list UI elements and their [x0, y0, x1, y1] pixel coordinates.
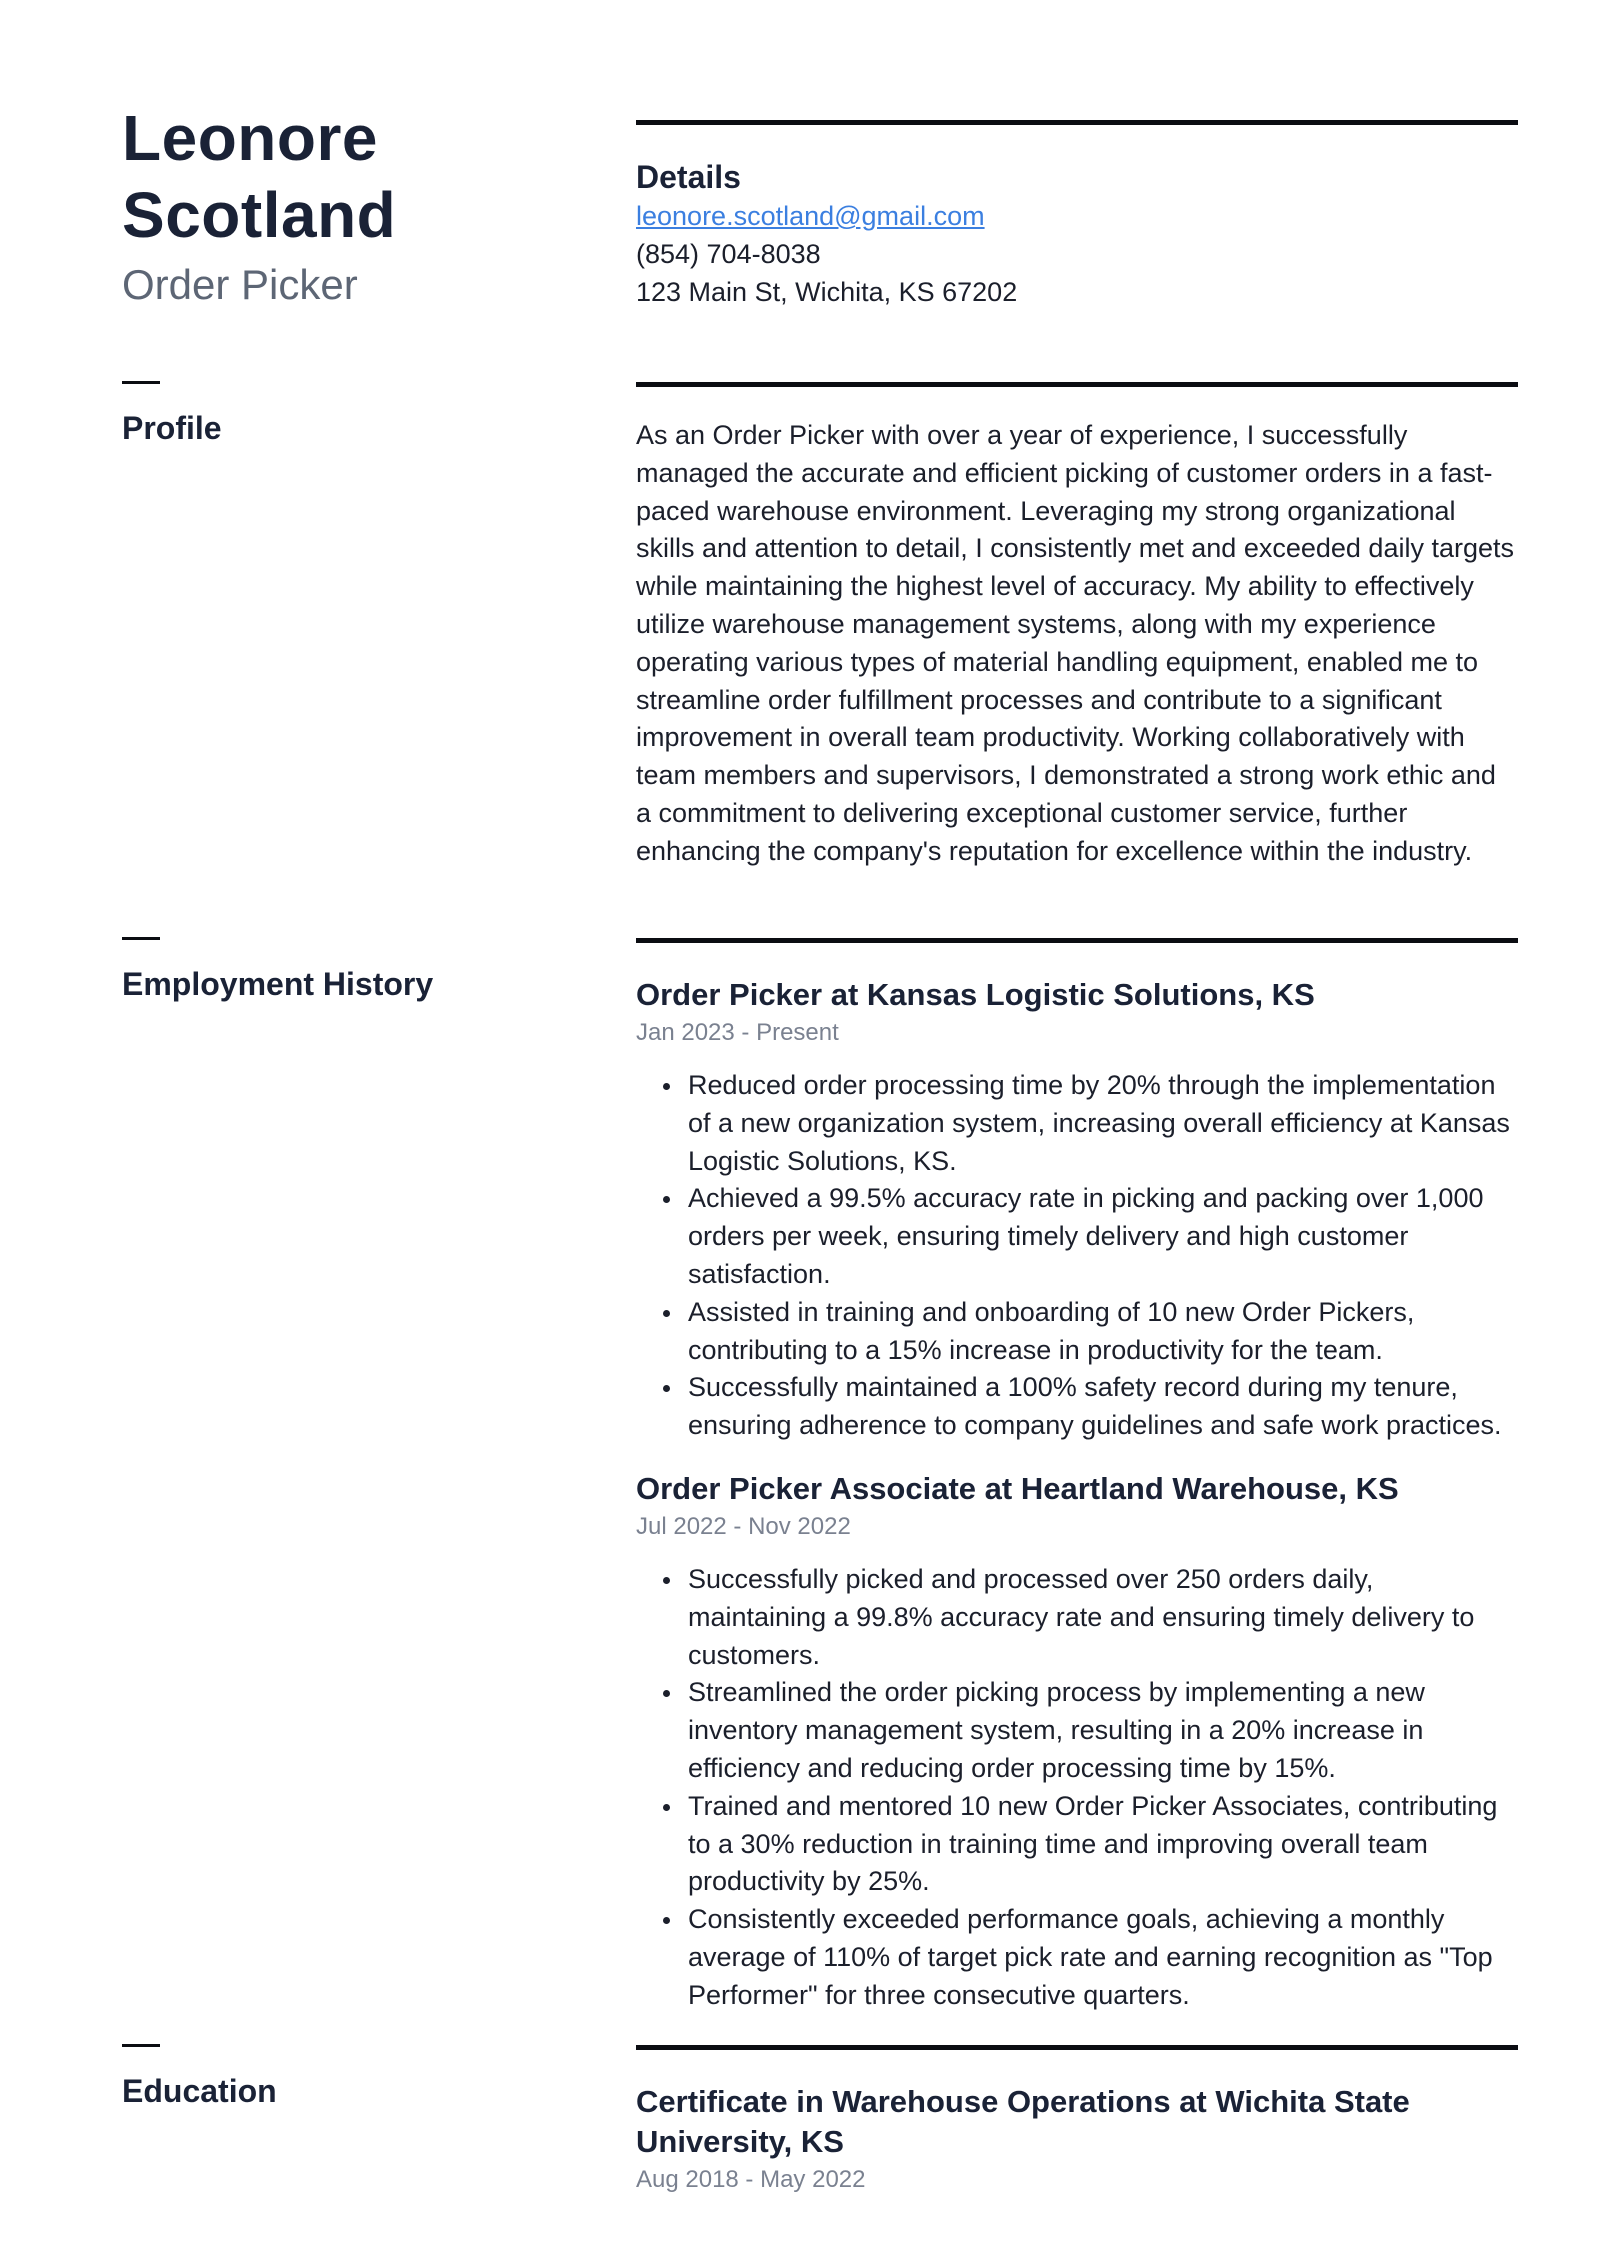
section-divider [636, 382, 1518, 387]
profile-dash [122, 381, 160, 384]
details-section [636, 120, 1518, 311]
bullet-item: Trained and mentored 10 new Order Picker Associates, contributing to a 30% reduction in training time and improving overall team productivity by 25%. [636, 1788, 1518, 1901]
bullet-item: Assisted in training and onboarding of 10 new Order Pickers, contributing to a 15% increase in productivity for the team. [636, 1294, 1518, 1370]
section-divider [636, 938, 1518, 943]
employment-dash [122, 937, 160, 940]
job-dates: Jul 2022 - Nov 2022 [636, 1512, 851, 1540]
employment-section [636, 938, 1518, 2015]
employment-heading: Employment History [122, 966, 434, 1002]
first-name: Leonore [122, 102, 378, 174]
bullet-item: Streamlined the order picking process by implementing a new inventory management system, resulting in a 20% increase in efficiency and reducing order processing time by 15%. [636, 1674, 1518, 1787]
profile-section [636, 382, 1518, 871]
job-title-heading: Order Picker at Kansas Logistic Solutions, KS [636, 977, 1315, 1012]
last-name: Scotland [122, 179, 397, 251]
education-entry [636, 2082, 1518, 2196]
job-bullets [636, 1067, 1518, 1445]
bullet-item: Reduced order processing time by 20% through the implementation of a new organization system, increasing overall efficiency at Kansas Logistic Solutions, KS. [636, 1067, 1518, 1180]
job-bullets [636, 1561, 1518, 2015]
education-dash [122, 2044, 160, 2047]
job-entry [636, 975, 1518, 1445]
education-heading: Education [122, 2073, 277, 2109]
candidate-name [122, 100, 562, 254]
profile-text: As an Order Picker with over a year of experience, I successfully managed the accurate and efficient picking of customer orders in a fast-paced warehouse environment. Leveraging my strong organizational skills and attention to detail, I consistently met and exceeded daily targets while maintaining the highest level of accuracy. My ability to effectively utilize warehouse management systems, along with my experience operating various types of material handling equipment, enabled me to streamline order fulfillment processes and contribute to a significant improvement in overall team productivity. Working collaboratively with team members and supervisors, I demonstrated a strong work ethic and a commitment to delivering exceptional customer service, further enhancing the company's reputation for excellence within the industry. [636, 420, 1515, 866]
address-text: 123 Main St, Wichita, KS 67202 [636, 277, 1018, 307]
section-divider [636, 120, 1518, 125]
profile-heading: Profile [122, 410, 222, 446]
bullet-item: Achieved a 99.5% accuracy rate in picking and packing over 1,000 orders per week, ensuring timely delivery and high customer satisfaction. [636, 1180, 1518, 1293]
section-divider [636, 2045, 1518, 2050]
bullet-item: Successfully picked and processed over 250 orders daily, maintaining a 99.8% accuracy rate and ensuring timely delivery to customers. [636, 1561, 1518, 1674]
education-section [636, 2045, 1518, 2196]
details-heading: Details [636, 159, 741, 195]
phone-text: (854) 704-8038 [636, 239, 821, 269]
name-block [122, 100, 562, 312]
email-link[interactable]: leonore.scotland@gmail.com [636, 201, 985, 231]
job-title-heading: Order Picker Associate at Heartland Warehouse, KS [636, 1470, 1399, 1506]
bullet-item: Consistently exceeded performance goals, achieving a monthly average of 110% of target pick rate and earning recognition as "Top Performer" for three consecutive quarters. [636, 1901, 1518, 2014]
job-dates: Jan 2023 - Present [636, 1019, 839, 1046]
education-title: Certificate in Warehouse Operations at Wichita State University, KS [636, 2084, 1410, 2159]
job-title: Order Picker [122, 261, 358, 308]
bullet-item: Successfully maintained a 100% safety record during my tenure, ensuring adherence to company guidelines and safe work practices. [636, 1369, 1518, 1445]
job-entry [636, 1469, 1518, 2015]
email-line [636, 197, 1518, 235]
education-dates: Aug 2018 - May 2022 [636, 2166, 866, 2193]
